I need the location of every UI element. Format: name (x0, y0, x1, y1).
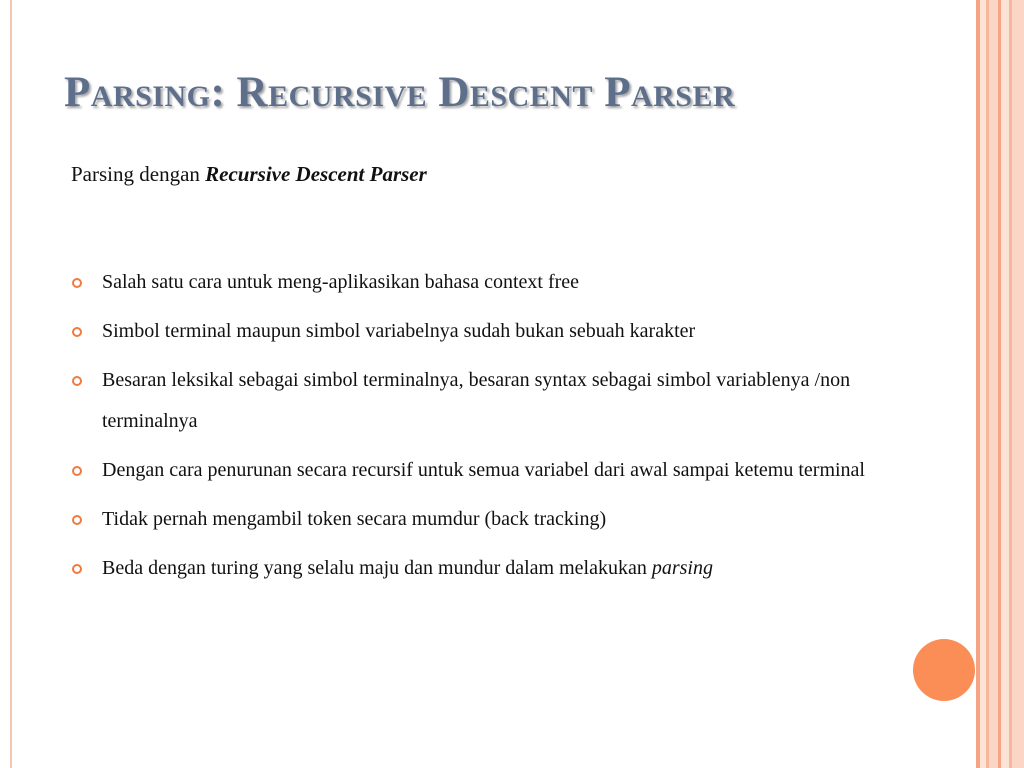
bullet-list (72, 262, 912, 597)
bullet-item (72, 548, 912, 589)
subtitle-emphasis: Recursive Descent Parser (205, 162, 427, 186)
bullet-text: Dengan cara penurunan secara recursif untuk semua variabel dari awal sampai ketemu terminal (102, 459, 865, 481)
bullet-item (72, 262, 912, 303)
hollow-circle-bullet-icon (72, 278, 82, 288)
right-decorative-stripes (976, 0, 1024, 768)
left-border-line (10, 0, 12, 768)
orange-circle-decoration (913, 639, 975, 701)
hollow-circle-bullet-icon (72, 466, 82, 476)
bullet-text: Besaran leksikal sebagai simbol terminalnya, besaran syntax sebagai simbol variablenya /non terminalnya (102, 369, 851, 432)
hollow-circle-bullet-icon (72, 515, 82, 525)
subtitle-prefix: Parsing dengan (71, 162, 206, 186)
slide-title: Parsing: Recursive Descent Parser (64, 69, 736, 116)
bullet-emphasis: parsing (651, 557, 713, 579)
bullet-item (72, 499, 912, 540)
bullet-text: Simbol terminal maupun simbol variabelnya sudah bukan sebuah karakter (102, 320, 696, 342)
hollow-circle-bullet-icon (72, 327, 82, 337)
bullet-item (72, 360, 912, 442)
bullet-text: Beda dengan turing yang selalu maju dan mundur dalam melakukan (102, 557, 652, 579)
hollow-circle-bullet-icon (72, 376, 82, 386)
bullet-text: Salah satu cara untuk meng-aplikasikan bahasa context free (102, 271, 580, 293)
bullet-item (72, 450, 912, 491)
slide-subtitle (71, 162, 427, 187)
hollow-circle-bullet-icon (72, 564, 82, 574)
bullet-item (72, 311, 912, 352)
bullet-text: Tidak pernah mengambil token secara mumdur (back tracking) (102, 508, 607, 530)
